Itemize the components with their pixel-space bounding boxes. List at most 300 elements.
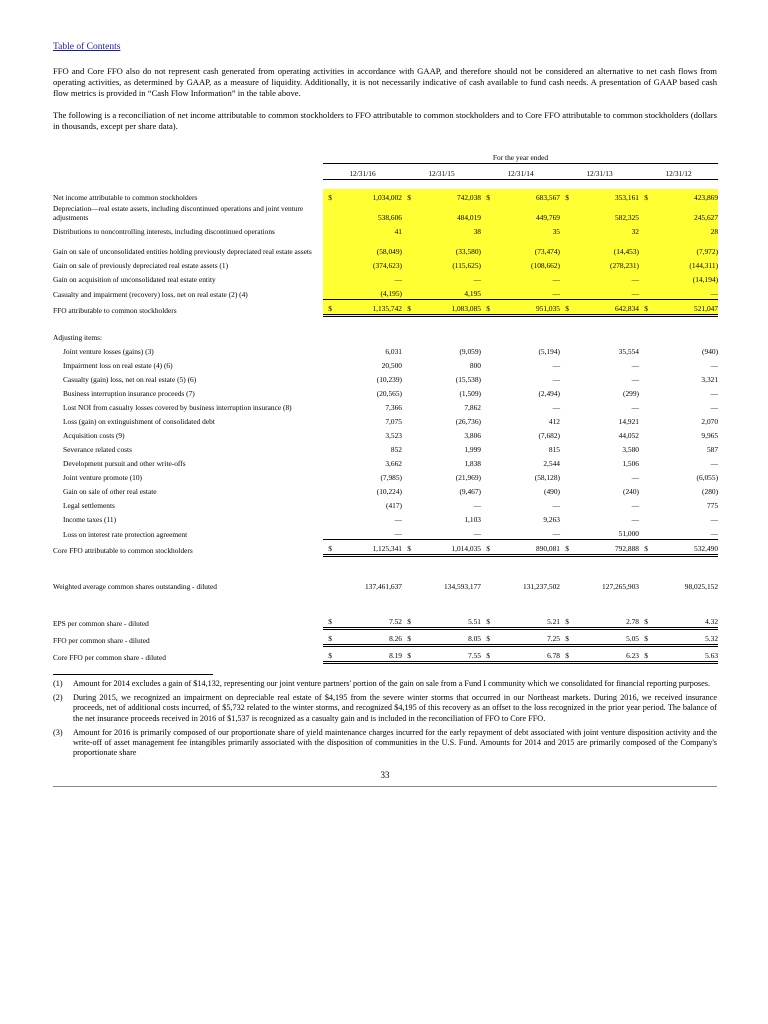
currency-symbol — [323, 257, 332, 271]
currency-symbol — [560, 285, 569, 300]
cell-value: 642,834 — [569, 300, 639, 316]
currency-symbol: $ — [323, 613, 332, 629]
currency-symbol — [481, 271, 490, 285]
cell-value: 3,580 — [622, 445, 639, 455]
cell-value: (58,128) — [534, 473, 560, 483]
cell-value: 127,265,903 — [602, 582, 639, 592]
cell-value: 7.52 — [332, 613, 402, 629]
currency-symbol: $ — [323, 540, 332, 556]
cell-value: — — [332, 271, 402, 285]
currency-symbol — [323, 469, 332, 483]
row-label: Loss (gain) on extinguishment of consolidated debt — [63, 417, 215, 427]
cell-value: (58,049) — [332, 237, 402, 257]
currency-symbol — [639, 257, 648, 271]
currency-symbol — [639, 578, 648, 592]
adjusting-items-title: Adjusting items: — [53, 333, 103, 343]
cell-value: 1,083,085 — [411, 300, 481, 316]
currency-symbol — [481, 578, 490, 592]
spacer-row — [53, 316, 718, 330]
currency-symbol: $ — [639, 629, 648, 646]
adjusting-item-row — [53, 399, 718, 413]
currency-symbol — [639, 203, 648, 223]
cell-value: 1,506 — [622, 459, 639, 469]
spacer-row — [53, 180, 718, 190]
currency-symbol — [481, 237, 490, 257]
currency-symbol — [323, 483, 332, 497]
table-row — [53, 257, 718, 271]
cell-value: 6.78 — [490, 646, 560, 663]
cell-value: 6,031 — [385, 347, 402, 357]
currency-symbol — [402, 399, 411, 413]
currency-symbol — [639, 511, 648, 525]
cell-value: 538,606 — [332, 203, 402, 223]
row-label: Severance related costs — [63, 445, 132, 455]
currency-symbol: $ — [639, 646, 648, 663]
row-label: Loss on interest rate protection agreement — [63, 529, 188, 539]
cell-value: (490) — [543, 487, 560, 497]
core-ffo-total-row — [53, 540, 718, 556]
currency-symbol: $ — [560, 646, 569, 663]
year-column-header: 12/31/15 — [402, 164, 481, 180]
cell-value: (7,985) — [380, 473, 402, 483]
row-label: FFO per common share - diluted — [53, 635, 150, 645]
cell-value: 8.26 — [332, 629, 402, 646]
cell-value: 5.63 — [648, 646, 718, 663]
currency-symbol — [639, 427, 648, 441]
page-number: 33 — [380, 770, 390, 781]
currency-symbol: $ — [402, 646, 411, 663]
currency-symbol — [560, 357, 569, 371]
year-column-header: 12/31/13 — [560, 164, 639, 180]
currency-symbol — [639, 357, 648, 371]
row-label: Gain on sale of other real estate — [63, 487, 157, 497]
currency-symbol — [402, 271, 411, 285]
row-label: Weighted average common shares outstanding - diluted — [53, 582, 218, 592]
cell-value: (417) — [385, 501, 402, 511]
cell-value: 245,627 — [648, 203, 718, 223]
currency-symbol — [323, 455, 332, 469]
header-row-years — [53, 164, 718, 180]
cell-value: 3,321 — [701, 375, 719, 385]
adjusting-item-row — [53, 357, 718, 371]
cell-value: (115,625) — [411, 257, 481, 271]
currency-symbol — [402, 469, 411, 483]
currency-symbol — [639, 385, 648, 399]
cell-value: 742,038 — [411, 189, 481, 203]
currency-symbol — [481, 413, 490, 427]
cell-value: — — [552, 501, 560, 511]
currency-symbol — [402, 237, 411, 257]
currency-symbol — [323, 578, 332, 592]
cell-value: 134,593,177 — [444, 582, 481, 592]
cell-value: 792,888 — [569, 540, 639, 556]
cell-value: (14,453) — [569, 237, 639, 257]
cell-value: 9,965 — [701, 431, 719, 441]
adjusting-item-row — [53, 497, 718, 511]
currency-symbol — [639, 441, 648, 455]
cell-value: 7,862 — [464, 403, 481, 413]
currency-symbol — [323, 343, 332, 357]
currency-symbol — [639, 497, 648, 511]
currency-symbol — [402, 497, 411, 511]
cell-value: 890,081 — [490, 540, 560, 556]
cell-value: — — [411, 271, 481, 285]
currency-symbol — [560, 455, 569, 469]
cell-value: — — [631, 375, 639, 385]
spacer-row — [53, 604, 718, 613]
currency-symbol: $ — [402, 189, 411, 203]
cell-value: 484,019 — [411, 203, 481, 223]
currency-symbol — [402, 257, 411, 271]
currency-symbol — [639, 469, 648, 483]
cell-value: (10,239) — [376, 375, 402, 385]
cell-value: — — [490, 271, 560, 285]
currency-symbol — [323, 271, 332, 285]
cell-value: 7.25 — [490, 629, 560, 646]
currency-symbol — [323, 427, 332, 441]
currency-symbol — [560, 343, 569, 357]
currency-symbol — [481, 257, 490, 271]
currency-symbol — [323, 237, 332, 257]
cell-value: (374,623) — [332, 257, 402, 271]
cell-value: 582,325 — [569, 203, 639, 223]
cell-value: 800 — [469, 361, 481, 371]
table-row — [53, 203, 718, 223]
currency-symbol: $ — [639, 613, 648, 629]
adjusting-item-row — [53, 511, 718, 525]
table-row — [53, 285, 718, 300]
adjusting-item-row — [53, 483, 718, 497]
adjusting-item-row — [53, 427, 718, 441]
cell-value: 41 — [332, 223, 402, 237]
cell-value: (278,231) — [569, 257, 639, 271]
currency-symbol — [639, 343, 648, 357]
currency-symbol — [560, 525, 569, 540]
table-row — [53, 271, 718, 285]
cell-value: (5,194) — [538, 347, 560, 357]
currency-symbol — [560, 441, 569, 455]
row-label: Lost NOI from casualty losses covered by business interruption insurance (8) — [63, 403, 292, 413]
currency-symbol — [560, 223, 569, 237]
currency-symbol: $ — [560, 629, 569, 646]
footnote — [53, 728, 717, 759]
currency-symbol — [560, 511, 569, 525]
cell-value: 8.19 — [332, 646, 402, 663]
row-label: Distributions to noncontrolling interests, including discontinued operations — [53, 227, 275, 237]
currency-symbol — [402, 223, 411, 237]
currency-symbol — [639, 271, 648, 285]
currency-symbol — [481, 203, 490, 223]
currency-symbol: $ — [639, 300, 648, 316]
row-label: Core FFO per common share - diluted — [53, 652, 166, 662]
table-row — [53, 237, 718, 257]
footnote-text: Amount for 2016 is primarily composed of our proportionate share of yield maintenance charges incurred for the early repayment of debt associated with joint venture disposition activity and the write-off of asset management fee intangibles primarily associated with the disposition of communities in the U.S. Fund. Amounts for 2014 and 2015 are primarily composed of the Company's proportionate share — [73, 727, 717, 758]
cell-value: — — [411, 525, 481, 540]
spacer-row — [53, 592, 718, 604]
currency-symbol — [402, 525, 411, 540]
cell-value: (7,972) — [648, 237, 718, 257]
row-label: FFO attributable to common stockholders — [53, 305, 177, 315]
row-label: Development pursuit and other write-offs — [63, 459, 186, 469]
currency-symbol — [481, 399, 490, 413]
cell-value: 14,921 — [618, 417, 639, 427]
ffo-total-row — [53, 300, 718, 316]
row-label: Income taxes (11) — [63, 515, 117, 525]
cell-value: 9,263 — [543, 515, 560, 525]
currency-symbol: $ — [323, 300, 332, 316]
cell-value: 7.55 — [411, 646, 481, 663]
currency-symbol — [402, 455, 411, 469]
cell-value: (299) — [622, 389, 639, 399]
currency-symbol — [560, 203, 569, 223]
cell-value: — — [332, 525, 402, 540]
cell-value: 412 — [548, 417, 560, 427]
spacer-row — [53, 569, 718, 578]
currency-symbol — [560, 497, 569, 511]
currency-symbol — [639, 285, 648, 300]
currency-symbol — [323, 285, 332, 300]
cell-value: 775 — [706, 501, 719, 511]
cell-value: 28 — [648, 223, 718, 237]
currency-symbol: $ — [481, 540, 490, 556]
currency-symbol — [323, 385, 332, 399]
cell-value: (9,467) — [459, 487, 481, 497]
per-share-row — [53, 646, 718, 663]
currency-symbol — [402, 343, 411, 357]
cell-value: 532,490 — [648, 540, 718, 556]
cell-value: 2.78 — [569, 613, 639, 629]
adjusting-item-row — [53, 525, 718, 540]
document-page — [53, 36, 717, 787]
footnote-marker: (2) — [53, 693, 63, 703]
adjusting-items-heading-row — [53, 329, 718, 343]
row-label: Net income attributable to common stockholders — [53, 193, 198, 203]
cell-value: 4,195 — [411, 285, 481, 300]
currency-symbol — [560, 371, 569, 385]
currency-symbol — [481, 285, 490, 300]
cell-value: 815 — [548, 445, 560, 455]
cell-value: 5.05 — [569, 629, 639, 646]
currency-symbol — [639, 525, 648, 540]
cell-value: (4,195) — [332, 285, 402, 300]
cell-value: — — [552, 403, 560, 413]
page-bottom-rule — [53, 786, 717, 787]
currency-symbol: $ — [402, 629, 411, 646]
cell-value: 2,070 — [701, 417, 719, 427]
row-label: EPS per common share - diluted — [53, 618, 149, 628]
currency-symbol — [481, 497, 490, 511]
cell-value: 6.23 — [569, 646, 639, 663]
cell-value: 1,999 — [464, 445, 481, 455]
cell-value: 449,769 — [490, 203, 560, 223]
cell-value: — — [552, 375, 560, 385]
cell-value: (7,682) — [538, 431, 560, 441]
cell-value: — — [569, 285, 639, 300]
spacer-row — [53, 556, 718, 570]
cell-value: 683,567 — [490, 189, 560, 203]
currency-symbol: $ — [481, 613, 490, 629]
adjusting-item-row — [53, 343, 718, 357]
currency-symbol: $ — [323, 189, 332, 203]
currency-symbol — [323, 371, 332, 385]
adjusting-item-row — [53, 385, 718, 399]
row-label: Joint venture promote (10) — [63, 473, 143, 483]
cell-value: 2,544 — [543, 459, 560, 469]
cell-value: — — [710, 389, 719, 399]
cell-value: 1,135,742 — [332, 300, 402, 316]
cell-value: — — [710, 459, 719, 469]
cell-value: 1,034,002 — [332, 189, 402, 203]
currency-symbol: $ — [639, 540, 648, 556]
currency-symbol — [639, 371, 648, 385]
currency-symbol — [639, 455, 648, 469]
currency-symbol — [481, 427, 490, 441]
cell-value: 51,000 — [569, 525, 639, 540]
currency-symbol: $ — [560, 613, 569, 629]
footnote-marker: (3) — [53, 727, 63, 737]
cell-value: — — [631, 501, 639, 511]
currency-symbol: $ — [323, 646, 332, 663]
cell-value: 5.51 — [411, 613, 481, 629]
cell-value: (108,662) — [490, 257, 560, 271]
currency-symbol — [402, 385, 411, 399]
currency-symbol — [402, 578, 411, 592]
cell-value: 7,366 — [385, 403, 402, 413]
cell-value: — — [648, 285, 718, 300]
cell-value: (26,736) — [455, 417, 481, 427]
cell-value: (2,494) — [538, 389, 560, 399]
currency-symbol — [639, 413, 648, 427]
currency-symbol — [639, 223, 648, 237]
currency-symbol — [639, 237, 648, 257]
currency-symbol — [323, 441, 332, 455]
currency-symbol: $ — [481, 189, 490, 203]
intro-paragraph-2: The following is a reconciliation of net income attributable to common stockholders to FFO attributable to common stockholders and to Core FFO attributable to common stockholders (dollars in thousands, except per share data). — [53, 109, 717, 131]
currency-symbol — [323, 357, 332, 371]
cell-value: 35 — [490, 223, 560, 237]
currency-symbol — [560, 385, 569, 399]
currency-symbol — [481, 223, 490, 237]
currency-symbol — [323, 511, 332, 525]
cell-value: 5.32 — [648, 629, 718, 646]
cell-value: 951,035 — [490, 300, 560, 316]
currency-symbol — [481, 525, 490, 540]
currency-symbol — [639, 483, 648, 497]
currency-symbol — [481, 441, 490, 455]
footnotes — [53, 679, 717, 758]
currency-symbol: $ — [402, 540, 411, 556]
footnote-text: During 2015, we recognized an impairment on depreciable real estate of $4,195 from the severe winter storms that occurred in our Northeast markets. During 2016, we received insurance proceeds, net of additional costs incurred, of $5,732 related to the winter storms, and recognized $4,195 of this recovery as an offset to the loss recognized in the prior year period. The balance of the net insurance proceeds received in 2016 of $1,537 is recognized as a casualty gain and is included in the reconciliation of FFO to Core FFO. — [73, 693, 717, 723]
currency-symbol — [481, 469, 490, 483]
currency-symbol: $ — [560, 300, 569, 316]
cell-value: 3,806 — [464, 431, 481, 441]
currency-symbol — [402, 441, 411, 455]
currency-symbol — [323, 497, 332, 511]
cell-value: (144,311) — [648, 257, 718, 271]
currency-symbol — [402, 285, 411, 300]
adjusting-item-row — [53, 469, 718, 483]
adjusting-item-row — [53, 455, 718, 469]
footnote-rule — [53, 674, 213, 675]
year-column-header: 12/31/14 — [481, 164, 560, 180]
cell-value: — — [710, 361, 719, 371]
footnote — [53, 679, 717, 689]
cell-value: 3,523 — [385, 431, 402, 441]
currency-symbol — [402, 357, 411, 371]
currency-symbol — [402, 371, 411, 385]
table-of-contents-link[interactable]: Table of Contents — [53, 42, 121, 52]
cell-value: — — [631, 515, 639, 525]
cell-value: 8.05 — [411, 629, 481, 646]
row-label: Gain on acquisition of unconsolidated real estate entity — [53, 275, 216, 285]
currency-symbol: $ — [560, 540, 569, 556]
year-column-header: 12/31/16 — [323, 164, 402, 180]
cell-value: — — [490, 285, 560, 300]
currency-symbol — [402, 427, 411, 441]
cell-value: 521,047 — [648, 300, 718, 316]
row-label: Gain on sale of unconsolidated entities holding previously depreciated real estate assets — [53, 247, 312, 257]
currency-symbol: $ — [481, 646, 490, 663]
cell-value: — — [473, 501, 481, 511]
per-share-row — [53, 613, 718, 629]
cell-value: — — [631, 473, 639, 483]
cell-value: (15,538) — [455, 375, 481, 385]
currency-symbol — [481, 357, 490, 371]
cell-value: (20,565) — [376, 389, 402, 399]
row-label: Casualty and impairment (recovery) loss, net on real estate (2) (4) — [53, 289, 248, 299]
footnote-text: Amount for 2014 excludes a gain of $14,132, representing our joint venture partners' portion of the gain on sale from a Fund I community which we consolidated for financial reporting purposes. — [73, 679, 710, 689]
cell-value: 423,869 — [648, 189, 718, 203]
currency-symbol — [402, 413, 411, 427]
currency-symbol — [560, 237, 569, 257]
currency-symbol — [323, 223, 332, 237]
cell-value: — — [710, 403, 719, 413]
currency-symbol — [560, 413, 569, 427]
currency-symbol: $ — [481, 300, 490, 316]
cell-value: 35,554 — [618, 347, 639, 357]
currency-symbol: $ — [402, 613, 411, 629]
row-label: Business interruption insurance proceeds (7) — [63, 389, 195, 399]
header-row-span — [53, 150, 718, 164]
table-row — [53, 223, 718, 237]
cell-value: (6,055) — [696, 473, 719, 483]
footnote-marker: (1) — [53, 679, 63, 689]
currency-symbol — [560, 399, 569, 413]
footnote — [53, 693, 717, 724]
cell-value: (940) — [702, 347, 719, 357]
cell-value: 5.21 — [490, 613, 560, 629]
row-label: Joint venture losses (gains) (3) — [63, 347, 154, 357]
cell-value: 44,052 — [618, 431, 639, 441]
cell-value: 131,237,502 — [523, 582, 560, 592]
ffo-reconciliation-table — [53, 150, 718, 664]
currency-symbol — [323, 203, 332, 223]
cell-value: (240) — [622, 487, 639, 497]
currency-symbol — [639, 399, 648, 413]
currency-symbol — [481, 371, 490, 385]
cell-value: 137,461,637 — [365, 582, 402, 592]
currency-symbol — [481, 455, 490, 469]
cell-value: 1,125,341 — [332, 540, 402, 556]
cell-value: (280) — [702, 487, 719, 497]
row-label: Impairment loss on real estate (4) (6) — [63, 361, 173, 371]
currency-symbol — [560, 469, 569, 483]
year-column-header: 12/31/12 — [639, 164, 718, 180]
cell-value: 587 — [706, 445, 719, 455]
cell-value: 20,500 — [381, 361, 402, 371]
cell-value: 852 — [390, 445, 402, 455]
cell-value: (21,969) — [455, 473, 481, 483]
